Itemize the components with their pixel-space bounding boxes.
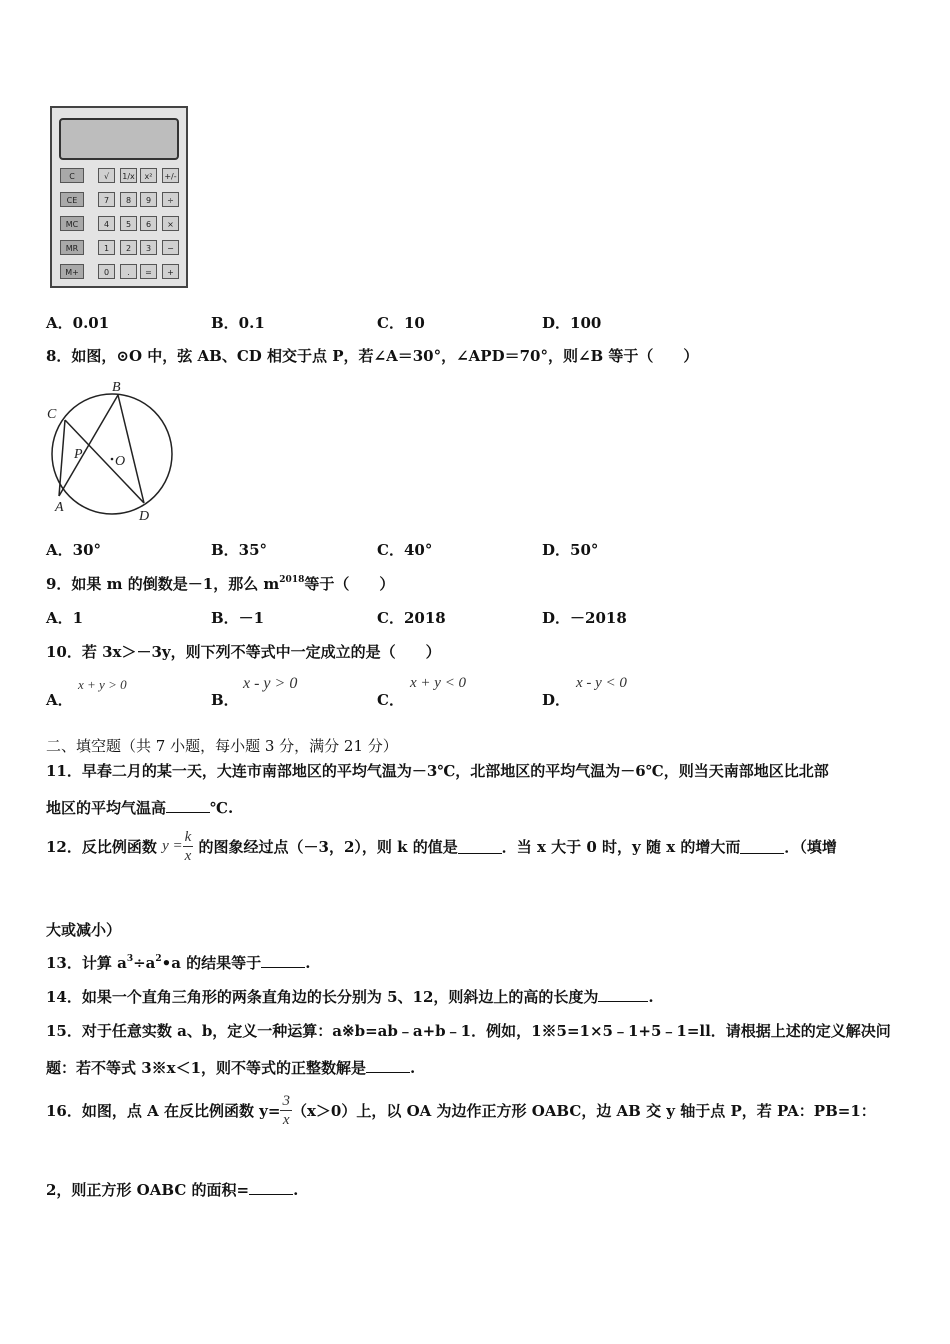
label-p: P — [74, 447, 83, 462]
q15-line2: 题：若不等式 3※x＜1，则不等式的正整数解是 . — [46, 1059, 416, 1077]
q10-option-b-letter: B． — [211, 691, 239, 709]
label-o: O — [115, 454, 126, 469]
calculator-key: CE — [60, 192, 84, 207]
calculator-key: √ — [98, 168, 115, 183]
q10-option-d-letter: D． — [542, 691, 571, 709]
calculator-key: ÷ — [162, 192, 179, 207]
section-2-title: 二、填空题（共 7 小题，每小题 3 分，满分 21 分） — [46, 737, 398, 755]
q16-line1: 16．如图，点 A 在反比例函数 y= $\frac{3}{x}$ （x＞0）上，以 OA 为边作正方形 OABC，边 AB 交 y 轴于点 P，若 PA：PB=1： — [46, 1093, 876, 1128]
q9-option-d: D．－2018 — [542, 609, 627, 627]
calculator-figure — [50, 106, 188, 288]
q10-option-a-letter: A． — [46, 691, 73, 709]
calculator-key: − — [162, 240, 179, 255]
calculator-key: × — [162, 216, 179, 231]
calculator-key: 8 — [120, 192, 137, 207]
q15-line1: 15．对于任意实数 a、b，定义一种运算：a※b=ab﹣a+b﹣1．例如，1※5=1×5﹣1+5﹣1=ll．请根据上述的定义解决问 — [46, 1022, 891, 1040]
q16-blank[interactable] — [249, 1180, 293, 1195]
calculator-screen — [59, 118, 179, 160]
q12-fraction: $\frac{k}{x}$ — [184, 829, 192, 864]
q10-option-c-letter: C． — [377, 691, 404, 709]
q10-option-a-expr: x + y > 0 — [78, 677, 127, 692]
calculator-key: 3 — [140, 240, 157, 255]
q8-circle-figure — [40, 375, 185, 527]
calculator-key: + — [162, 264, 179, 279]
q11-line1: 11．早春二月的某一天，大连市南部地区的平均气温为－3℃，北部地区的平均气温为－6℃，则当天南部地区比北部 — [46, 762, 829, 780]
segment-ca — [59, 420, 65, 496]
q13: 13．计算 $a^3\div a^2•a$ 的结果等于 . — [46, 954, 311, 972]
calculator-key: x² — [140, 168, 157, 183]
calculator-key: 2 — [120, 240, 137, 255]
q10-option-c-expr: x + y < 0 — [410, 675, 467, 691]
calculator-key: +/- — [162, 168, 179, 183]
q13-blank[interactable] — [261, 953, 305, 968]
circle-o — [52, 394, 172, 514]
q7-option-a: A．0.01 — [46, 314, 110, 332]
q7-option-d: D．100 — [542, 314, 602, 332]
calculator-key: MC — [60, 216, 84, 231]
q11-line2: 地区的平均气温高 ℃. — [46, 799, 234, 817]
calculator-key: . — [120, 264, 137, 279]
q9-option-c: C．2018 — [377, 609, 446, 627]
q10-option-d-expr: x - y < 0 — [576, 675, 627, 691]
calculator-key: = — [140, 264, 157, 279]
calculator-key: MR — [60, 240, 84, 255]
q9-option-b: B．－1 — [211, 609, 265, 627]
segment-bd — [118, 395, 144, 503]
q15-blank[interactable] — [366, 1058, 410, 1073]
q8-option-c: C．40° — [377, 541, 433, 559]
q8-option-d: D．50° — [542, 541, 599, 559]
calculator-key: M+ — [60, 264, 84, 279]
q7-option-b: B．0.1 — [211, 314, 265, 332]
q14-blank[interactable] — [598, 987, 648, 1002]
calculator-key: C — [60, 168, 84, 183]
calculator-key: 4 — [98, 216, 115, 231]
q16-fraction: $\frac{3}{x}$ — [282, 1093, 290, 1128]
label-a: A — [55, 500, 64, 515]
q16-line2: 2，则正方形 OABC 的面积= . — [46, 1181, 299, 1199]
calculator-key: 6 — [140, 216, 157, 231]
q11-blank[interactable] — [166, 798, 210, 813]
calculator-key: 9 — [140, 192, 157, 207]
calculator-key: 7 — [98, 192, 115, 207]
calculator-key: 1/x — [120, 168, 137, 183]
q12-line1: 12．反比例函数 y = $\frac{k}{x}$ 的图象经过点（－3，2），则 k 的值是 ．当 x 大于 0 时，y 随 x 的增大而 ．（填增 — [46, 829, 837, 864]
calculator-key: 5 — [120, 216, 137, 231]
q10-stem: 10．若 3x＞－3y，则下列不等式中一定成立的是（ ） — [46, 643, 441, 661]
q8-option-b: B．35° — [211, 541, 268, 559]
q14: 14．如果一个直角三角形的两条直角边的长分别为 5、12，则斜边上的高的长度为 . — [46, 988, 654, 1006]
q8-stem: 8．如图，⊙O 中，弦 AB、CD 相交于点 P，若∠A＝30°，∠APD＝70°，则∠B 等于（ ） — [46, 347, 699, 365]
center-point — [111, 458, 114, 461]
calculator-key: 1 — [98, 240, 115, 255]
label-c: C — [47, 407, 57, 422]
q10-option-b-expr: x - y > 0 — [243, 675, 298, 692]
q7-option-c: C．10 — [377, 314, 425, 332]
q9-option-a: A．1 — [46, 609, 84, 627]
q12-blank-2[interactable] — [740, 839, 784, 854]
q12-line2: 大或减小） — [46, 921, 122, 939]
calculator-key: 0 — [98, 264, 115, 279]
q9-stem: 9．如果 m 的倒数是－1，那么 $m^{2018}$等于（ ） — [46, 575, 395, 593]
label-d: D — [139, 509, 150, 524]
label-b: B — [112, 380, 121, 395]
q12-blank-1[interactable] — [458, 839, 502, 854]
q8-option-a: A．30° — [46, 541, 102, 559]
